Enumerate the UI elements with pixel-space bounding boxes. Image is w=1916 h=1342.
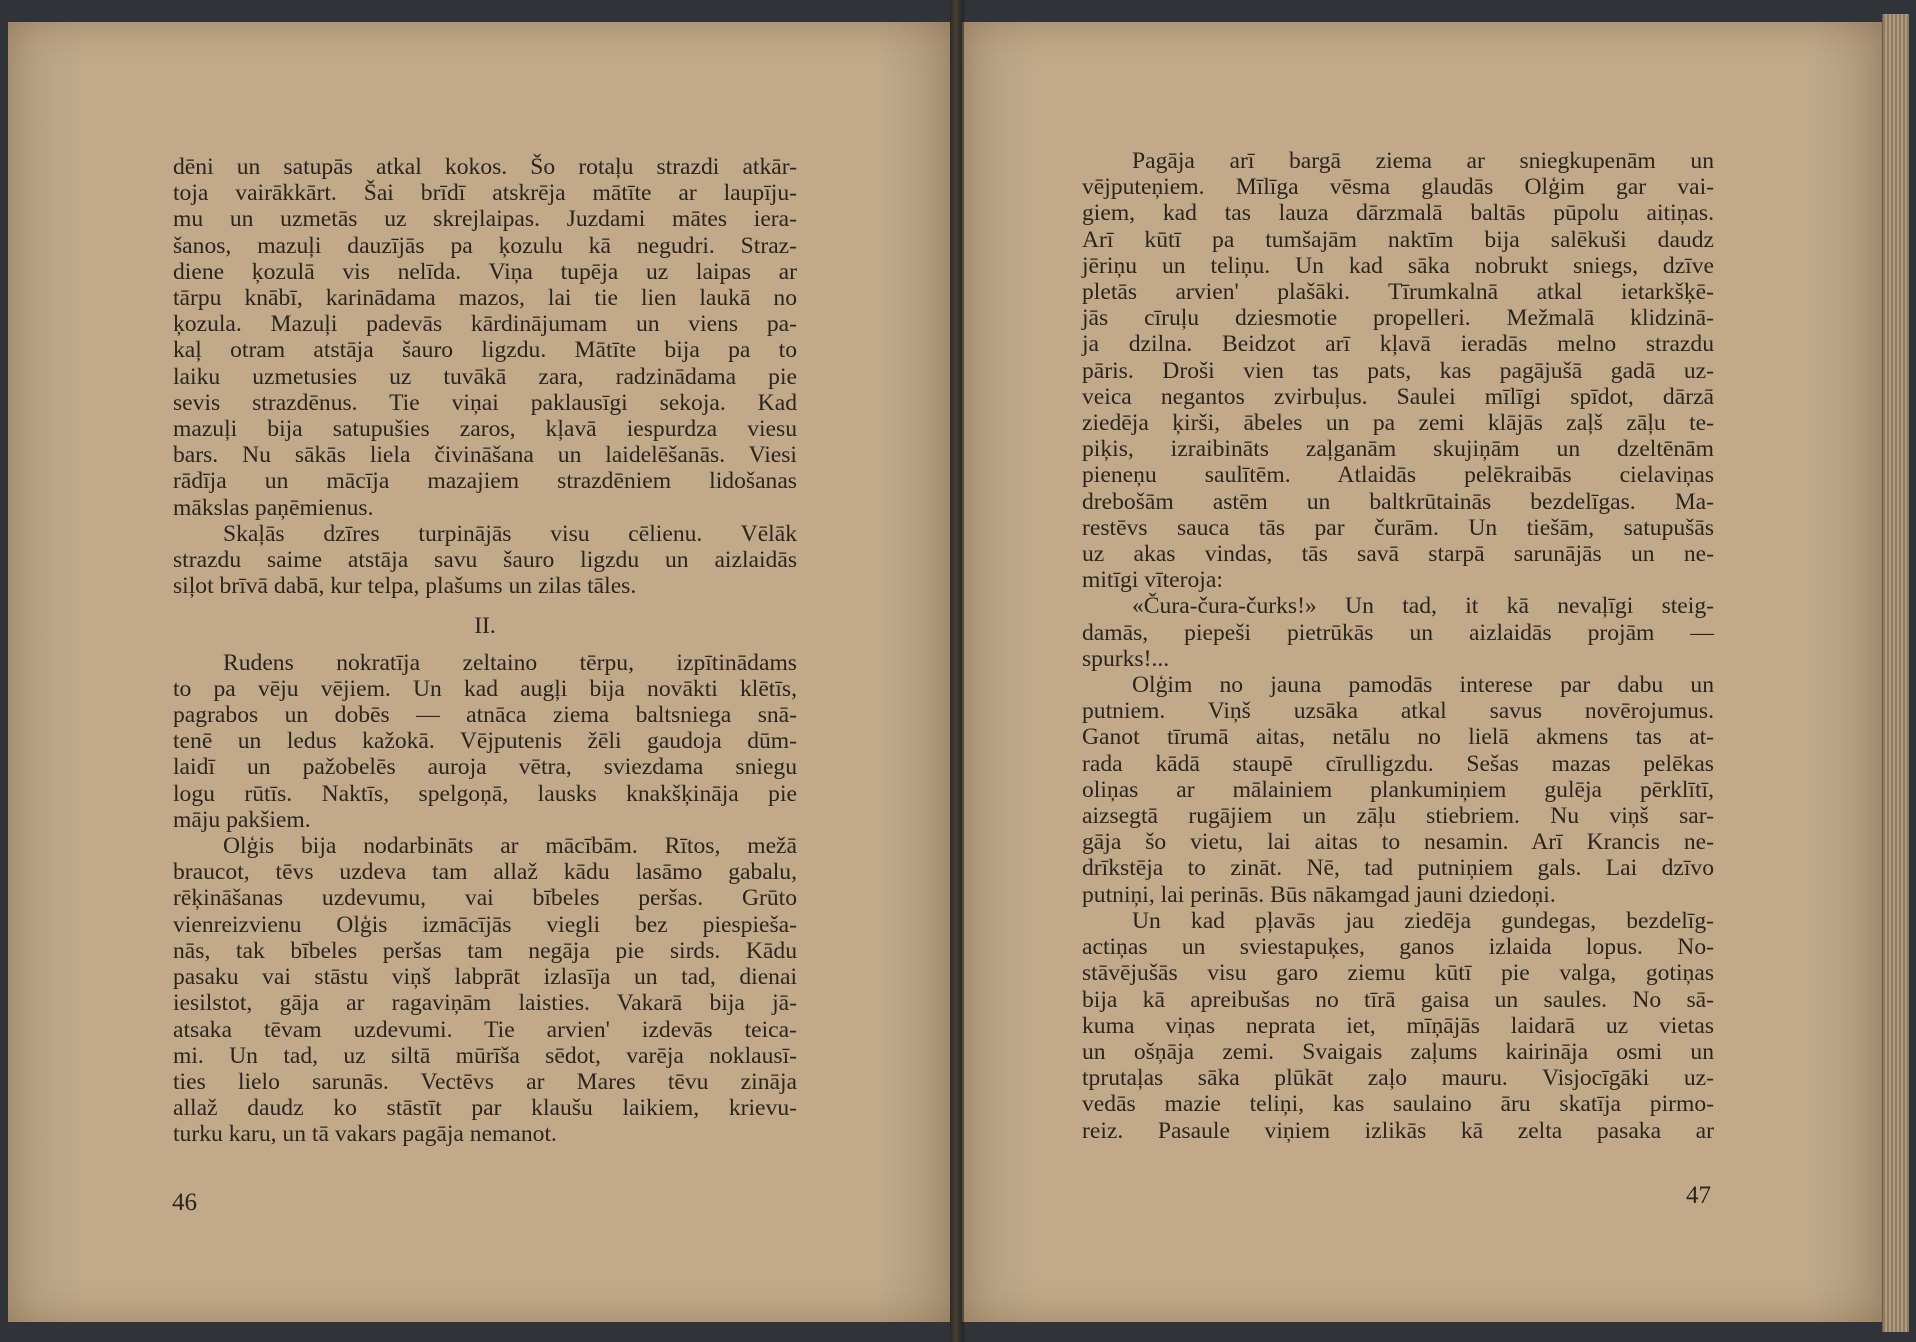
text-line: laiku uzmetusies uz tuvākā zara, radzinādama pie	[173, 363, 797, 390]
text-line: kuma viņas neprata iet, mīņājās laidarā uz vietas	[1082, 1012, 1714, 1039]
text-line: drebošām astēm un baltkrūtainās bezdelīgas. Ma-	[1082, 488, 1714, 515]
text-line: drīkstēja to zināt. Nē, tad putniņiem gals. Lai dzīvo	[1082, 855, 1714, 882]
text-line: Un kad pļavās jau ziedēja gundegas, bezdelīg-	[1132, 907, 1714, 934]
text-line: ja dzilna. Beidzot arī kļavā ieradās melno strazdu	[1082, 331, 1714, 358]
text-line: Ganot tīrumā aitas, netālu no lielā akmens tas at-	[1082, 724, 1714, 751]
text-line: veica negantos zvirbuļus. Saulei mīlīgi spīdot, dārzā	[1082, 383, 1714, 410]
text-line: stāvējušās visu garo ziemu kūtī pie valga, gotiņas	[1082, 960, 1714, 987]
text-line: piķis, izraibināts zaļganām skujiņām un dzeltēnām	[1082, 436, 1714, 463]
text-line: ķozula. Mazuļi padevās kārdinājumam un viens pa-	[173, 311, 797, 338]
text-line: šanos, mazuļi dauzījās pa ķozulu kā negudri. Straz-	[173, 232, 797, 259]
text-line: pieneņu saulītēm. Atlaidās pelēkraibās cielaviņas	[1082, 462, 1714, 489]
text-line: spurks!...	[1082, 645, 1170, 672]
text-line: bija kā apreibušas no tīrā gaisa un saules. No sā-	[1082, 986, 1714, 1013]
text-line: tprutaļas sāka plūkāt zaļo mauru. Visjocīgāki uz-	[1082, 1065, 1714, 1092]
text-line: oliņas ar mālainiem plankumiņiem gulēja pērklītī,	[1082, 776, 1714, 803]
text-line: ties lielo sarunās. Vectēvs ar Mares tēvu zināja	[173, 1068, 797, 1095]
text-line: putniņi, lai perinās. Būs nākamgad jauni dziedoņi.	[1082, 881, 1556, 908]
text-line: dēni un satupās atkal kokos. Šo rotaļu strazdi atkār-	[173, 154, 797, 180]
page-number-right: 47	[1686, 1182, 1711, 1209]
text-line: vējputeņiem. Mīlīga vēsma glaudās Olģim gar vai-	[1082, 174, 1714, 201]
text-line: actiņas un sviestapuķes, ganos izlaida lopus. No-	[1082, 934, 1714, 961]
text-line: putniem. Viņš uzsāka atkal savus novērojumus.	[1082, 698, 1714, 725]
text-line: mitīgi vīteroja:	[1082, 567, 1223, 594]
text-line: rēķināšanas uzdevumu, vai bībeles peršas. Grūto	[173, 885, 797, 912]
text-line: rādīja un mācīja mazajiem strazdēniem lidošanas	[173, 468, 797, 495]
text-line: braucot, tēvs uzdeva tam allaž kādu lasāmo gabalu,	[173, 859, 797, 886]
text-line: vienreizvienu Olģis izmācījās viegli bez piespieša-	[173, 911, 797, 938]
text-line: «Čura-čura-čurks!» Un tad, it kā nevaļīgi steig-	[1132, 593, 1714, 620]
text-line: bars. Nu sākās liela čivināšana un laidelēšanās. Viesi	[173, 442, 797, 469]
text-line: māju pakšiem.	[173, 806, 311, 833]
text-line: atsaka tēvam uzdevumi. Tie arvien' izdevās teica-	[173, 1016, 797, 1043]
text-line: toja vairākkārt. Šai brīdī atskrēja mātīte ar laupīju-	[173, 180, 797, 207]
text-line: turku karu, un tā vakars pagāja nemanot.	[173, 1121, 557, 1148]
text-line: damās, piepeši pietrūkās un aizlaidās projām —	[1082, 619, 1714, 646]
text-line: nās, tak bībeles peršas tam negāja pie sirds. Kādu	[173, 937, 797, 964]
text-line: vedās mazie teliņi, kas saulaino āru skatīja pirmo-	[1082, 1091, 1714, 1118]
text-line: kaļ otram atstāja šauro ligzdu. Mātīte bija pa to	[173, 337, 797, 364]
text-line: tārpu knābī, karinādama mazos, lai tie lien laukā no	[173, 285, 797, 312]
text-line: Pagāja arī bargā ziema ar sniegkupenām un	[1132, 148, 1714, 174]
text-line: pagrabos un dobēs — atnāca ziema baltsniega snā-	[173, 702, 797, 729]
text-line: uz akas vindas, tās savā starpā sarunājās un ne-	[1082, 541, 1714, 568]
text-line: pasaku vai stāstu viņš labprāt izlasīja un tad, dienai	[173, 964, 797, 991]
text-line: reiz. Pasaule viņiem izlikās kā zelta pasaka ar	[1082, 1117, 1714, 1144]
text-line: siļot brīvā dabā, kur telpa, plašums un zilas tāles.	[173, 573, 637, 600]
text-line: un ošņāja zemi. Svaigais zaļums kairināja osmi un	[1082, 1038, 1714, 1065]
text-line: Olģim no jauna pamodās interese par dabu un	[1132, 672, 1714, 699]
page-number-left: 46	[172, 1189, 197, 1216]
text-line: strazdu saime atstāja savu šauro ligzdu un aizlaidās	[173, 547, 797, 574]
text-line: Rudens nokratīja zeltaino tērpu, izpītinādams	[223, 649, 797, 676]
text-line: iesilstot, gāja ar ragaviņām laisties. Vakarā bija jā-	[173, 990, 797, 1017]
text-line: tenē un ledus kažokā. Vējputenis žēli gaudoja dūm-	[173, 728, 797, 755]
text-line: pāris. Droši vien tas pats, kas pagājušā gadā uz-	[1082, 357, 1714, 384]
text-line: diene ķozulā vis nelīda. Viņa tupēja uz laipas ar	[173, 258, 797, 285]
text-line: allaž daudz ko stāstīt par klaušu laikiem, krievu-	[173, 1095, 797, 1122]
text-line: pletās arvien' plašāki. Tīrumkalnā atkal ietarkšķē-	[1082, 279, 1714, 306]
text-line: aizsegtā rugājiem un zāļu stiebriem. Nu viņš sar-	[1082, 803, 1714, 830]
text-line: mi. Un tad, uz siltā mūrīša sēdot, varēja noklausī-	[173, 1042, 797, 1069]
text-line: logu rūtīs. Naktīs, spelgoņā, lausks knakšķināja pie	[173, 780, 797, 807]
text-line: mākslas paņēmienus.	[173, 494, 374, 521]
right-page-text	[1082, 148, 1714, 1144]
left-page-text	[173, 154, 797, 1148]
page-edges	[1882, 14, 1909, 1332]
text-line: giem, kad tas lauza dārzmalā baltās pūpolu aitiņas.	[1082, 200, 1714, 227]
text-line: jās cīruļu dziesmotie propelleri. Mežmalā klidzinā-	[1082, 305, 1714, 332]
text-line: sevis strazdēnus. Tie viņai paklausīgi sekoja. Kad	[173, 389, 797, 416]
text-line: ziedēja ķirši, ābeles un pa zemi klājās zaļš zāļu te-	[1082, 410, 1714, 437]
section-heading: II.	[474, 613, 496, 640]
text-line: Skaļās dzīres turpinājās visu cēlienu. Vēlāk	[223, 520, 797, 547]
text-line: mazuļi bija satupušies zaros, kļavā iespurdza viesu	[173, 416, 797, 443]
text-line: gāja šo vietu, lai aitas to nesamin. Arī Krancis ne-	[1082, 829, 1714, 856]
text-line: Olģis bija nodarbināts ar mācībām. Rītos, mežā	[223, 833, 797, 860]
text-line: mu un uzmetās uz skrejlaipas. Juzdami mātes iera-	[173, 206, 797, 233]
text-line: restēvs sauca tās par čurām. Un tiešām, satupušās	[1082, 514, 1714, 541]
text-line: laidī un pažobelēs auroja vētra, sviezdama sniegu	[173, 754, 797, 781]
text-line: rada kādā staupē cīrulligzdu. Sešas mazas pelēkas	[1082, 750, 1714, 777]
text-line: Arī kūtī pa tumšajām naktīm bija salēkuši daudz	[1082, 226, 1714, 253]
text-line: to pa vēju vējiem. Un kad augļi bija novākti klētīs,	[173, 675, 797, 702]
text-line: jēriņu un teliņu. Un kad sāka nobrukt sniegs, dzīve	[1082, 252, 1714, 279]
